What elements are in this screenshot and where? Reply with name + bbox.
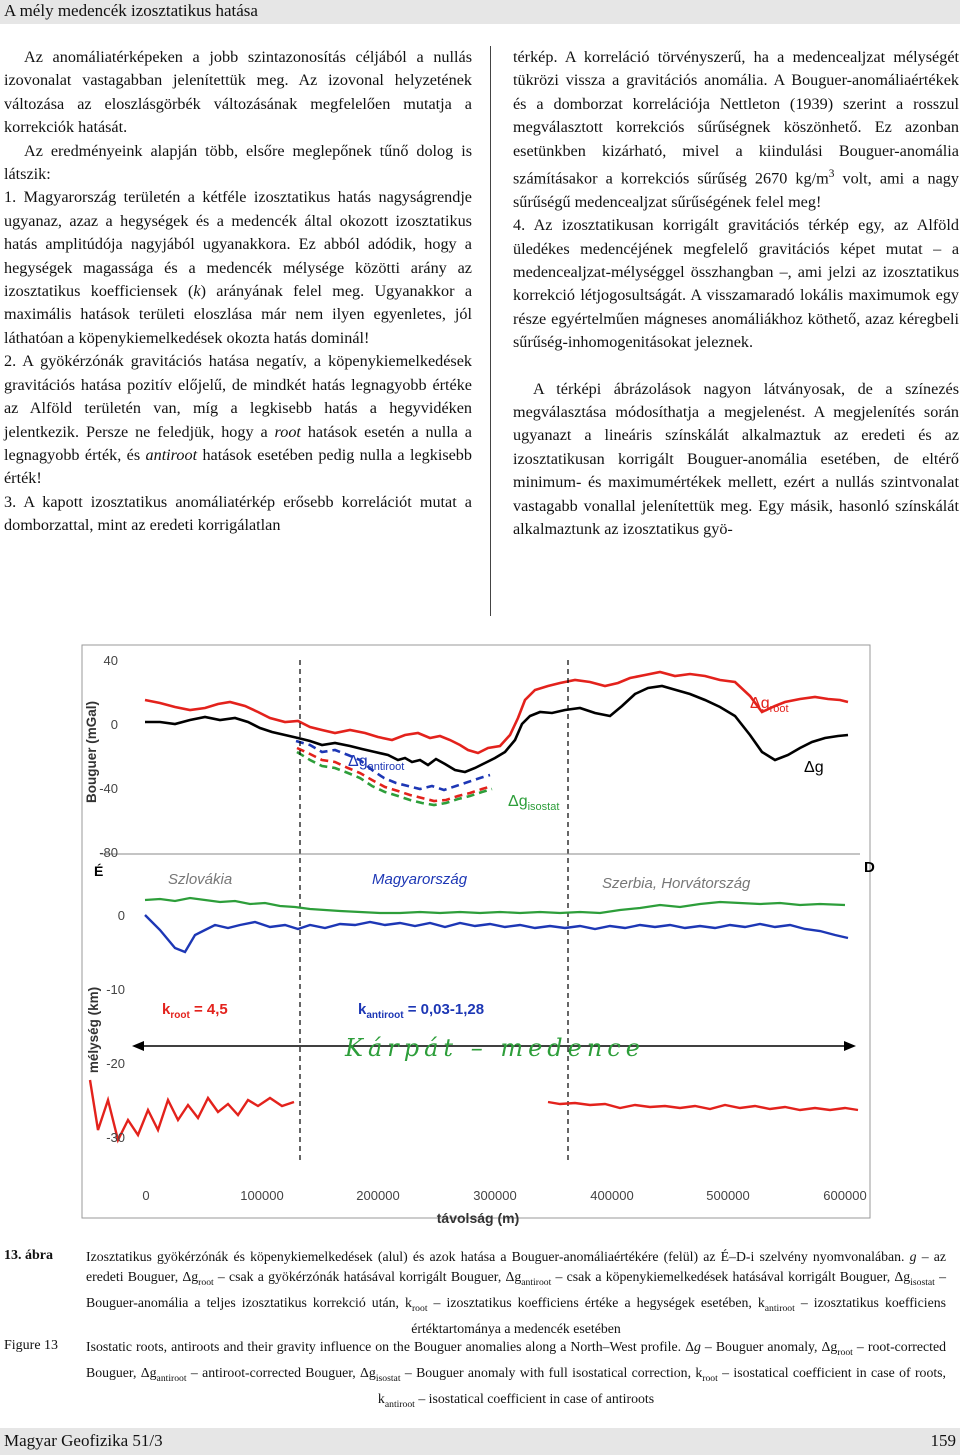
running-footer: [0, 1428, 960, 1455]
caption-hu-label: 13. ábra: [4, 1248, 53, 1263]
arrow-right-icon: [844, 1041, 856, 1051]
top-ytick: -40: [99, 781, 118, 796]
corner-left: É: [94, 863, 104, 879]
page-number: 159: [930, 1431, 956, 1450]
caption-hu: Izosztatikus gyökérzónák és köpenykiemelkedések (alul) és azok hatása a Bouguer-anomáliaértékére (felül) az É–D-i szelvény nyomvonalában. g – az eredeti Bouguer, $\Delta g_{root}$ – csak a gyökérzónák hatásával korrigált Bouguer, $\Delta g_{antiroot}$ – csak a köpenykiemelkedések hatásával korrigált Bouguer, $\Delta g_{isostat}$ – Bouguer-anomália a teljes izosztatikus korrekció után, $k_{root}$ – izosztatikus koefficiens értéke a hegységek esetében, $k_{antiroot}$ – izosztatikus koefficiens értéktartománya a medencék esetében: [86, 1249, 946, 1336]
xtick: 200000: [356, 1188, 400, 1203]
bottom-ylabel: mélység (km): [86, 986, 101, 1074]
arrow-left-icon: [132, 1041, 144, 1051]
k-root-label: $k_{root} = 4,5$: [162, 1001, 228, 1021]
dg-isostat-curve: [297, 748, 492, 801]
bottom-ytick: -30: [106, 1130, 125, 1145]
xlabel: távolság (m): [436, 1210, 520, 1226]
dg-isostat-label: $\Delta g_{isostat}$: [508, 793, 560, 813]
xtick: 300000: [473, 1188, 517, 1203]
list-item-1: 1. Magyarország területén a kétféle izosztatikus hatás nagyságrendje ugyanaz, azaz a hegységek és a medencék által okozott izosztatikus hatás amplitúdója nagyjából ugyanakkora. Ez abból adódik, hogy a hegységek magassága és a medencék mélysége közötti arány az izosztatikus koefficiensek (k) arányának felel meg. Ugyanakkor a maximális hatások területi eloszlása már nem ilyen egyenletes, jól láthatóan a köpenykiemelkedések okozta hatás dominál!: [4, 188, 473, 347]
right-column: [513, 46, 959, 542]
dg-label: Δg: [804, 759, 824, 776]
xtick: 100000: [240, 1188, 284, 1203]
running-header: [0, 0, 960, 24]
paragraph: Az eredményeink alapján több, elsőre meglepőnek tűnő dolog is látszik:: [4, 141, 472, 184]
caption-en: Isostatic roots, antiroots and their gravity influence on the Bouguer anomalies along a North–West profile. Δg – Bouguer anomaly, $\Delta g_{root}$ – root-corrected Bouguer, $\Delta g_{antiroot}$ – antiroot-corrected Bouguer, $\Delta g_{isostat}$ – Bouguer anomaly with full isostatical correction, $k_{root}$ – isostatical coefficient in case of roots, $k_{antiroot}$ – isostatical coefficient in case of antiroots: [86, 1339, 946, 1410]
region-mid: Magyarország: [372, 871, 468, 888]
xtick: 0: [142, 1188, 150, 1203]
root-curve-right: [548, 1102, 858, 1110]
antiroot-curve: [145, 915, 848, 952]
top-ytick: 40: [103, 653, 118, 668]
xtick: 600000: [823, 1188, 867, 1203]
bottom-ytick: -10: [106, 982, 125, 997]
k-antiroot-label: $k_{antiroot} = 0,03-1,28$: [358, 1001, 485, 1021]
caption-en-label: Figure 13: [4, 1338, 59, 1353]
topography-curve: [145, 898, 845, 913]
bottom-ytick: 0: [117, 908, 125, 923]
bottom-ytick: -20: [106, 1056, 125, 1071]
column-divider: [490, 46, 491, 616]
top-ylabel: Bouguer (mGal): [84, 700, 99, 804]
left-column: [4, 46, 472, 538]
top-panel: [145, 672, 848, 805]
profile-figure: [0, 640, 960, 1240]
xtick: 500000: [706, 1188, 750, 1203]
region-right: Szerbia, Horvátország: [602, 875, 751, 892]
dg-antiroot-label: $\Delta g_{antiroot}$: [348, 753, 405, 773]
top-ytick: -80: [99, 845, 118, 860]
paragraph: Az anomáliatérképeken a jobb szintazonosítás céljából a nullás izovonalat vastagabban jelenítettük meg. Az izovonal helyzetének változása az eloszlásgörbék változásának megfelelően mutatja a korrekciók hatását.: [4, 48, 472, 137]
dg-root-label: $\Delta g_{root}$: [750, 695, 789, 715]
paragraph: térkép. A korreláció törvényszerű, ha a medencealjzat mélységét tükrözi vissza a gravitációs anomália. A Bouguer-anomáliaértékek és a domborzat korrelációja Nettleton (1939) szerint a rosszul megválasztott korrekciós sűrűségnek köszönhető. Ez azonban esetünkben kizárható, mivel a kiindulási Bouguer-anomália számításakor a korrekciós sűrűség 2670 $kg/m^3$ volt, ami a nagy sűrűségű medencealjzat sűrűségének felel meg!: [513, 48, 959, 211]
region-left: Szlovákia: [168, 871, 233, 888]
dg-root-curve: [145, 672, 848, 753]
journal-name: Magyar Geofizika 51/3: [4, 1431, 163, 1450]
basin-label: Kárpát – medence: [345, 1034, 645, 1062]
list-item-4: 4. Az izosztatikusan korrigált gravitációs térkép egy, az Alföld üledékes medencéjének megfelelő gravitációs képet mutat – a medencealjzat-mélységgel összhangban –, ami jelzi az izosztatikus korrekció létjogosultságát. A visszamaradó lokális maximumok egy része egyértelműen mágneses anomáliákhoz köthető, azaz kéregbeli sűrűség-inhomogenitásokat jeleznek.: [513, 216, 959, 352]
dg-curve: [145, 686, 848, 772]
xtick: 400000: [590, 1188, 634, 1203]
top-ytick: 0: [110, 717, 118, 732]
header-title: A mély medencék izosztatikus hatása: [4, 1, 258, 20]
paragraph: A térképi ábrázolások nagyon látványosak, de a színezés megválasztása módosíthatja a megjelenést. A megjelenítés során ugyanazt a lineáris színskálát alkalmaztuk az eredeti és az izosztatikusan korrigált Bouguer-anomália esetében, de eltérő minimum- és maximumértékek mellett, ezért a nullás szintvonalat vastagabb vonallal jelenítettük meg. Egy másik, hasonló színskálát alkalmaztunk az izosztatikus gyö-: [513, 379, 959, 539]
corner-right: D: [864, 859, 875, 876]
list-item-2: 2. A gyökérzónák gravitációs hatása negatív, a köpenykiemelkedések gravitációs hatása pozitív előjelű, de mindkét hatás legnagyobb értéke az Alföld területén van, míg a legkisebb hatás a hegyvidéken jelentkezik. Persze ne feledjük, hogy a root hatások esetén a nulla a legnagyobb érték, és antiroot hatások esetében pedig nulla a legkisebb érték!: [4, 352, 472, 488]
list-item-3: 3. A kapott izosztatikus anomáliatérkép erősebb korrelációt mutat a domborzattal, mint az eredeti korrigálatlan: [4, 492, 472, 535]
